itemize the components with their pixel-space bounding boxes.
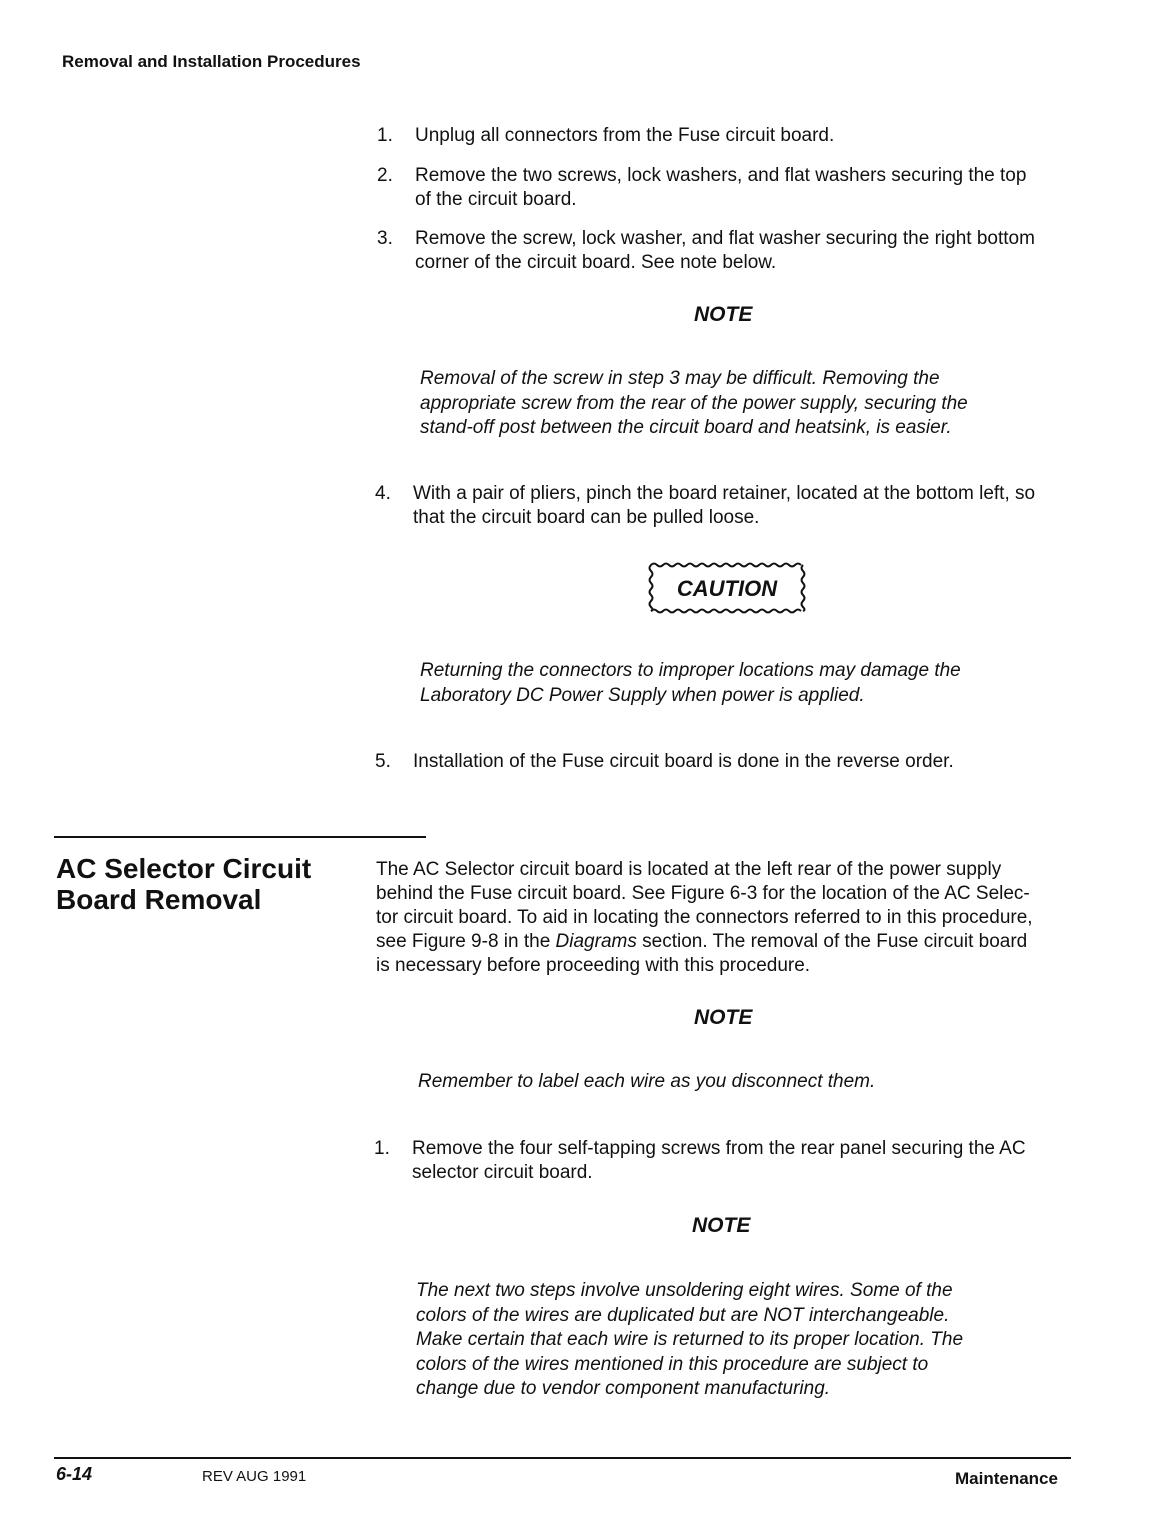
step-number: 3. [377,228,393,249]
step-number: 2. [377,165,393,186]
note-heading: NOTE [694,1006,753,1029]
step-text: Remove the screw, lock washer, and flat washer securing the right bottom corner of the circuit board. See note below. [415,228,1035,273]
footer-rule [54,1457,1071,1459]
step-number: 4. [375,483,391,504]
note-text: Removal of the screw in step 3 may be difficult. Removing the appropriate screw from the rear of the power supply, securing the stand-off post between the circuit board and heatsink, is easier. [420,368,968,438]
step-number: 1. [374,1138,390,1159]
section-title: AC Selector Circuit Board Removal [56,853,312,915]
note-heading: NOTE [694,303,753,326]
caution-heading: CAUTION [676,576,778,601]
note-heading: NOTE [692,1214,751,1237]
step-text: Remove the two screws, lock washers, and flat washers securing the top of the circuit board. [415,165,1027,210]
step-text: Installation of the Fuse circuit board is done in the reverse order. [413,751,954,772]
note-text: Remember to label each wire as you disconnect them. [418,1071,876,1092]
page-number: 6-14 [56,1464,93,1484]
section-divider [54,836,426,838]
step-number: 1. [377,125,393,146]
caution-text: Returning the connectors to improper locations may damage the Laboratory DC Power Supply when power is applied. [420,660,961,706]
running-header: Removal and Installation Procedures [62,52,361,71]
step-number: 5. [375,751,391,772]
footer-section-name: Maintenance [955,1469,1058,1488]
step-text: Unplug all connectors from the Fuse circuit board. [415,125,835,146]
step-text: With a pair of pliers, pinch the board retainer, located at the bottom left, so that the circuit board can be pulled loose. [413,483,1036,528]
revision-date: REV AUG 1991 [202,1468,307,1485]
step-text: Remove the four self-tapping screws from the rear panel securing the AC selector circuit board. [412,1138,1026,1183]
intro-paragraph: The AC Selector circuit board is located at the left rear of the power supply behind the Fuse circuit board. See Figure 6-3 for the location of the AC Selec- tor circuit board. To aid in locating the connectors referred to in this procedure, see Figure 9-8 in the Diagrams section. The removal of the Fuse circuit board is necessary before proceeding with this procedure. [376,859,1033,976]
note-text: The next two steps involve unsoldering eight wires. Some of the colors of the wires are duplicated but are NOT interchangeable. Make certain that each wire is returned to its proper location. The colors of the wires mentioned in this procedure are subject to change due to vendor component manufacturing. [416,1280,964,1399]
diagrams-reference: Diagrams [555,931,637,952]
